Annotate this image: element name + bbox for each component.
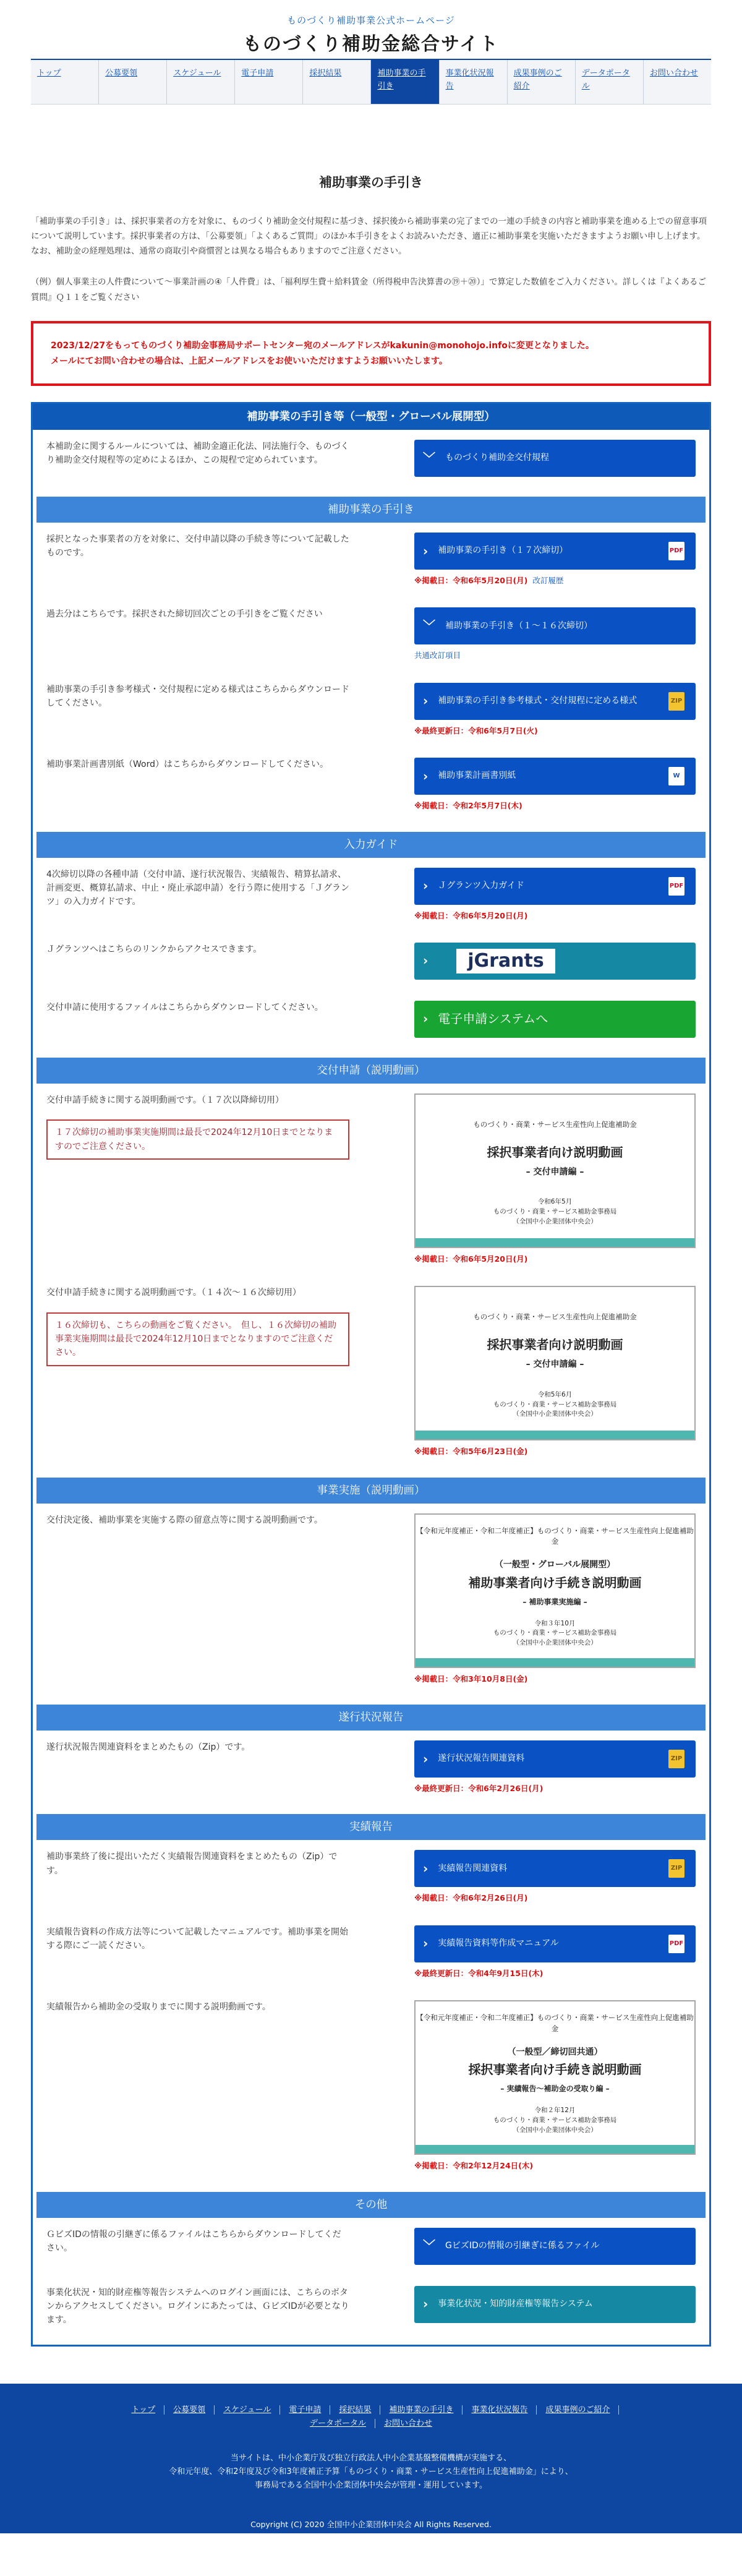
button-label: 実績報告関連資料 <box>438 1863 508 1873</box>
nav-e-application[interactable]: 電子申請 <box>235 60 303 104</box>
nav-data-portal[interactable]: データポータル <box>576 60 644 104</box>
chevron-down-icon: ﹀ <box>423 450 435 466</box>
updated-date: ※最終更新日：令和4年9月15日(木) <box>414 1968 544 1978</box>
posted-date: ※掲載日：令和2年5月7日(木) <box>414 801 522 811</box>
chevron-right-icon: › <box>423 693 429 709</box>
section-title-jisshi-video: 事業実施（説明動画） <box>36 1478 706 1504</box>
video-org: ものづくり・商業・サービス補助金事務局 <box>493 1208 617 1216</box>
posted-date: ※掲載日：令和6年5月20日(月) <box>414 910 528 920</box>
row-desc: 交付申請に使用するファイルはこちらからダウンロードしてください。 <box>46 1002 323 1012</box>
video-band <box>416 1431 694 1439</box>
nav-guidelines[interactable]: 公募要領 <box>99 60 167 104</box>
posted-date: ※掲載日：令和6年5月20日(月) <box>414 576 528 586</box>
section-title-jisseki: 実績報告 <box>36 1814 706 1840</box>
handbook-forms-button[interactable] <box>414 683 696 720</box>
section-title-other: その他 <box>36 2192 706 2218</box>
footer-link-data-portal[interactable]: データポータル <box>301 2419 375 2428</box>
video-title: 採択事業者向け手続き説明動画 <box>468 2062 642 2077</box>
section-title-suikou: 遂行状況報告 <box>36 1705 706 1731</box>
deadline-note: １７次締切の補助事業実施期間は最長で2024年12月10日までとなりますのでご注意ください。 <box>46 1119 349 1160</box>
gbiz-transfer-button[interactable] <box>414 2228 696 2265</box>
footer-link-contact[interactable]: お問い合わせ <box>384 2418 433 2428</box>
video-subtitle: – 交付申請編 – <box>526 1166 584 1177</box>
button-label: 補助事業計画書別紙 <box>438 771 516 781</box>
alert-line-2: メールにてお問い合わせの場合は、上記メールアドレスをお使いいただけますようお願いいたします。 <box>51 356 448 366</box>
pdf-icon: PDF <box>668 542 684 560</box>
row-desc: 採択となった事業者の方を対象に、交付申請以降の手続き等について記載したものです。 <box>46 534 349 558</box>
video-category: （一般型／締切回共通） <box>507 2047 603 2057</box>
video-org-sub: （全国中小企業団体中央会） <box>513 1217 597 1225</box>
footer-links <box>0 2403 742 2431</box>
zip-icon: ZIP <box>668 692 684 711</box>
footer-link-handbook[interactable]: 補助事業の手引き <box>380 2405 463 2415</box>
footer-link-e-application[interactable]: 電子申請 <box>280 2405 330 2415</box>
report-system-button[interactable] <box>414 2286 696 2323</box>
footer-link-status-report[interactable]: 事業化状況報告 <box>463 2405 537 2415</box>
video-thumbnail[interactable] <box>414 1093 696 1248</box>
footer-link-results[interactable]: 採択結果 <box>330 2405 380 2415</box>
footer-link-case-studies[interactable]: 成果事例のご紹介 <box>537 2405 619 2415</box>
alert-line-1: 2023/12/27をもってものづくり補助金事務局サポートセンター宛のメールアドレスがkakunin@monohojo.infoに変更となりました。 <box>51 341 594 351</box>
button-label: 補助事業の手引き（１～１６次締切） <box>445 620 592 631</box>
report-system-row <box>36 2276 706 2339</box>
site-footer <box>0 2384 742 2533</box>
footer-note <box>0 2452 742 2493</box>
video-caption: 【令和元年度補正・令和二年度補正】ものづくり・商業・サービス生産性向上促進補助金 <box>416 2013 694 2033</box>
e-application-button[interactable] <box>414 1001 696 1038</box>
row-desc: 交付申請手続きに関する説明動画です。（１４次～１６次締切用） <box>46 1288 301 1298</box>
button-label: 補助事業の手引き参考様式・交付規程に定める様式 <box>438 695 638 706</box>
nav-handbook[interactable]: 補助事業の手引き <box>371 60 439 104</box>
row-desc: Ｊグランツへはこちらのリンクからアクセスできます。 <box>46 944 262 954</box>
chevron-right-icon: › <box>423 768 429 784</box>
video-caption: ものづくり・商業・サービス生産性向上促進補助金 <box>473 1312 637 1322</box>
rules-desc: 本補助金に関するルールについては、補助金適正化法、同法施行令、ものづくり補助金交付規程等の定めによるほか、この規程で定められています。 <box>46 442 349 466</box>
koufu-video-14-row <box>36 1276 706 1468</box>
video-org: ものづくり・商業・サービス補助金事務局 <box>493 1629 617 1637</box>
gbiz-row <box>36 2218 706 2276</box>
zip-icon: ZIP <box>668 1750 684 1768</box>
button-label: 遂行状況報告関連資料 <box>438 1753 525 1764</box>
row-desc: 補助事業計画書別紙（Word）はこちらからダウンロードしてください。 <box>46 760 328 770</box>
nav-contact[interactable]: お問い合わせ <box>649 69 698 78</box>
chevron-right-icon: › <box>423 1011 429 1027</box>
video-subtitle: – 補助事業実施編 – <box>522 1597 587 1606</box>
section-title-koufu-video: 交付申請（説明動画） <box>36 1058 706 1084</box>
video-date: 令和5年6月 <box>537 1390 573 1398</box>
zip-icon: ZIP <box>668 1859 684 1878</box>
video-date: 令和6年5月 <box>537 1198 573 1206</box>
intro <box>31 214 711 305</box>
row-desc: 事業化状況・知的財産権等報告システムへのログイン画面には、こちらのボタンからアクセスしてください。ログインにあたっては、ＧビズIDが必要となります。 <box>46 2287 349 2326</box>
posted-date: ※掲載日：令和3年10月8日(金) <box>414 1674 528 1684</box>
footer-link-guidelines[interactable]: 公募要領 <box>164 2405 215 2415</box>
plan-annex-row <box>36 748 706 823</box>
row-desc: 補助事業の手引き参考様式・交付規程に定める様式はこちらからダウンロードしてください。 <box>46 684 349 709</box>
row-desc: 実績報告から補助金の受取りまでに関する説明動画です。 <box>46 2002 271 2013</box>
chevron-right-icon: › <box>423 1751 429 1766</box>
row-desc: 実績報告資料の作成方法等について記載したマニュアルです。補助事業を開始する際にご一読ください。 <box>46 1927 349 1951</box>
button-label: GビズIDの情報の引継ぎに係るファイル <box>445 2240 600 2251</box>
site-header <box>0 0 742 59</box>
nav-status-report[interactable]: 事業化状況報告 <box>440 60 508 104</box>
jgrants-link-row <box>36 933 706 991</box>
plan-annex-button[interactable] <box>414 758 696 795</box>
word-icon: W <box>668 767 684 785</box>
section-title-input-guide: 入力ガイド <box>36 832 706 858</box>
footer-link-top[interactable]: トップ <box>123 2405 165 2415</box>
updated-date: ※最終更新日：令和6年2月26日(月) <box>414 1784 544 1794</box>
chevron-down-icon: ﹀ <box>423 2238 435 2254</box>
jisseki-manual-button[interactable] <box>414 1925 696 1962</box>
e-app-row <box>36 991 706 1049</box>
handbook-forms-row <box>36 673 706 748</box>
chevron-right-icon: › <box>423 1936 429 1951</box>
footer-note-2: 令和元年度、令和2年度及び令和3年度補正予算「ものづくり・商業・サービス生産性向上促進補助金」により、 <box>169 2467 573 2476</box>
video-subtitle: – 実績報告～補助金の受取り編 – <box>500 2084 610 2094</box>
updated-date: ※最終更新日：令和6年5月7日(火) <box>414 725 538 735</box>
row-desc: ＧビズIDの情報の引継ぎに係るファイルはこちらからダウンロードしてください。 <box>46 2229 341 2253</box>
chevron-right-icon: › <box>423 953 429 969</box>
jisseki-manual-row <box>36 1915 706 1990</box>
page-title: 補助事業の手引き <box>319 175 423 190</box>
intro-text: 「補助事業の手引き」は、採択事業者の方を対象に、ものづくり補助金交付規程に基づき、採択後から補助事業の完了までの一連の手続きの内容と補助事業を進める上での留意事項について説明しています。採択事業者の方は、「公募要領」「よくあるご質問」のほか本手引きをよくお読みいただき、適正に補助事業を実施いただきますようお願い申し上げます。 なお、補助金の経理処理は、通常の商取引や商慣習とは異なる場合もありますのでご注意ください。 <box>31 216 710 257</box>
chevron-right-icon: › <box>423 878 429 894</box>
button-label: 補助事業の手引き（１７次締切） <box>438 546 568 556</box>
handbook-17-button[interactable] <box>414 533 696 570</box>
video-title: 補助事業者向け手続き説明動画 <box>468 1575 642 1590</box>
video-caption: 【令和元年度補正・令和二年度補正】ものづくり・商業・サービス生産性向上促進補助金 <box>416 1526 694 1546</box>
jisseki-docs-button[interactable] <box>414 1850 696 1887</box>
copyright: Copyright (C) 2020 全国中小企業団体中央会 All Rights Reserved. <box>250 2520 492 2530</box>
video-org-sub: （全国中小企業団体中央会） <box>513 1639 597 1647</box>
video-thumbnail[interactable] <box>414 1513 696 1668</box>
deadline-note: １６次締切も、こちらの動画をご覧ください。 但し、１６次締切の補助事業実施期間は最長で2024年12月10日までとなりますのでご注意ください。 <box>46 1312 349 1366</box>
row-desc: 4次締切以降の各種申請（交付申請、遂行状況報告、実績報告、精算払請求、計画変更、概算払請求、中止・廃止承認申請）を行う際に使用する「Ｊグランツ」の入力ガイドです。 <box>46 869 349 907</box>
revision-history-link[interactable]: 改訂履歴 <box>532 576 564 586</box>
posted-date: ※掲載日：令和2年12月24日(木) <box>414 2161 534 2171</box>
button-label: 電子申請システムへ <box>438 1011 548 1027</box>
video-title: 採択事業者向け説明動画 <box>487 1144 623 1160</box>
site-title[interactable]: ものづくり補助金総合サイト <box>243 33 499 56</box>
video-org-sub: （全国中小企業団体中央会） <box>513 2126 597 2134</box>
video-thumbnail[interactable] <box>414 2000 696 2155</box>
chevron-right-icon: › <box>423 2296 429 2312</box>
jgrants-guide-button[interactable] <box>414 868 696 905</box>
nav-schedule[interactable]: スケジュール <box>167 60 235 104</box>
panel-title: 補助事業の手引き等（一般型・グローバル展開型） <box>33 404 709 430</box>
jisseki-video-row <box>36 1990 706 2183</box>
posted-date: ※掲載日：令和5年6月23日(金) <box>414 1447 528 1457</box>
main-content <box>31 173 711 2359</box>
jgrants-logo: jGrants <box>456 949 555 973</box>
video-caption: ものづくり・商業・サービス生産性向上促進補助金 <box>473 1119 637 1129</box>
handbook-panel <box>31 402 711 2347</box>
jgrants-guide-row <box>36 858 706 933</box>
global-nav <box>31 59 711 105</box>
pdf-icon: PDF <box>668 877 684 896</box>
video-band <box>416 1658 694 1667</box>
video-date: 令和２年12月 <box>534 2107 576 2115</box>
suikou-row <box>36 1731 706 1805</box>
nav-top[interactable]: トップ <box>31 60 99 104</box>
common-revision-link[interactable]: 共通改訂項目 <box>414 651 461 661</box>
video-org: ものづくり・商業・サービス補助金事務局 <box>493 2116 617 2124</box>
site-subtitle: ものづくり補助事業公式ホームページ <box>287 15 455 26</box>
video-date: 令和３年10月 <box>534 1619 576 1627</box>
pdf-icon: PDF <box>668 1935 684 1953</box>
jgrants-link-button[interactable] <box>414 943 696 980</box>
chevron-right-icon: › <box>423 1860 429 1876</box>
chevron-down-icon: ﹀ <box>423 618 435 633</box>
footer-note-1: 当サイトは、中小企業庁及び独立行政法人中小企業基盤整備機構が実施する、 <box>230 2453 512 2463</box>
row-desc: 遂行状況報告関連資料をまとめたもの（Zip）です。 <box>46 1742 250 1753</box>
row-desc: 交付申請手続きに関する説明動画です。（１７次以降締切用） <box>46 1095 284 1105</box>
nav-results[interactable]: 採択結果 <box>303 60 371 104</box>
jisseki-docs-row <box>36 1840 706 1915</box>
row-desc: 補助事業終了後に提出いただく実績報告関連資料をまとめたもの（Zip）です。 <box>46 1852 338 1876</box>
button-label: Ｊグランツ入力ガイド <box>438 880 524 891</box>
koufu-video-17-row <box>36 1084 706 1276</box>
section-title-handbook: 補助事業の手引き <box>36 497 706 523</box>
rules-button-label: ものづくり補助金交付規程 <box>445 453 549 463</box>
button-label: 事業化状況・知的財産権等報告システム <box>438 2298 593 2309</box>
handbook-past-row <box>36 597 706 672</box>
nav-case-studies[interactable]: 成果事例のご紹介 <box>508 60 576 104</box>
video-org-sub: （全国中小企業団体中央会） <box>513 1410 597 1418</box>
handbook-17-row <box>36 523 706 597</box>
rules-row <box>36 430 706 488</box>
video-category: （一般型・グローバル展開型） <box>494 1560 616 1570</box>
row-desc: 過去分はこちらです。採択された締切回次ごとの手引きをご覧ください <box>46 609 323 620</box>
footer-link-schedule[interactable]: スケジュール <box>215 2405 280 2415</box>
row-desc: 交付決定後、補助事業を実施する際の留意点等に関する説明動画です。 <box>46 1515 323 1525</box>
footer-note-3: 事務局である全国中小企業団体中央会が管理・運用しています。 <box>255 2481 487 2491</box>
video-band <box>416 2145 694 2154</box>
video-band <box>416 1238 694 1247</box>
handbook-past-button[interactable] <box>414 607 696 644</box>
jisshi-video-row <box>36 1504 706 1696</box>
intro-example: （例）個人事業主の人件費について～事業計画の④「人件費」は、「福利厚生費＋給料賃金（所得税申告決算書の⑲＋⑳）」で算定した数値をご入力ください。詳しくは『よくあるご質問』Ｑ１１をご覧ください <box>31 277 706 302</box>
suikou-button[interactable] <box>414 1740 696 1778</box>
rules-button[interactable] <box>414 440 696 477</box>
video-thumbnail[interactable] <box>414 1286 696 1440</box>
video-subtitle: – 交付申請編 – <box>526 1359 584 1370</box>
posted-date: ※掲載日：令和6年5月20日(月) <box>414 1254 528 1264</box>
video-title: 採択事業者向け説明動画 <box>487 1337 623 1353</box>
video-org: ものづくり・商業・サービス補助金事務局 <box>493 1400 617 1408</box>
chevron-right-icon: › <box>423 543 429 558</box>
email-change-alert <box>31 321 711 386</box>
button-label: 実績報告資料等作成マニュアル <box>438 1938 559 1948</box>
posted-date: ※掲載日：令和6年2月26日(月) <box>414 1893 528 1903</box>
